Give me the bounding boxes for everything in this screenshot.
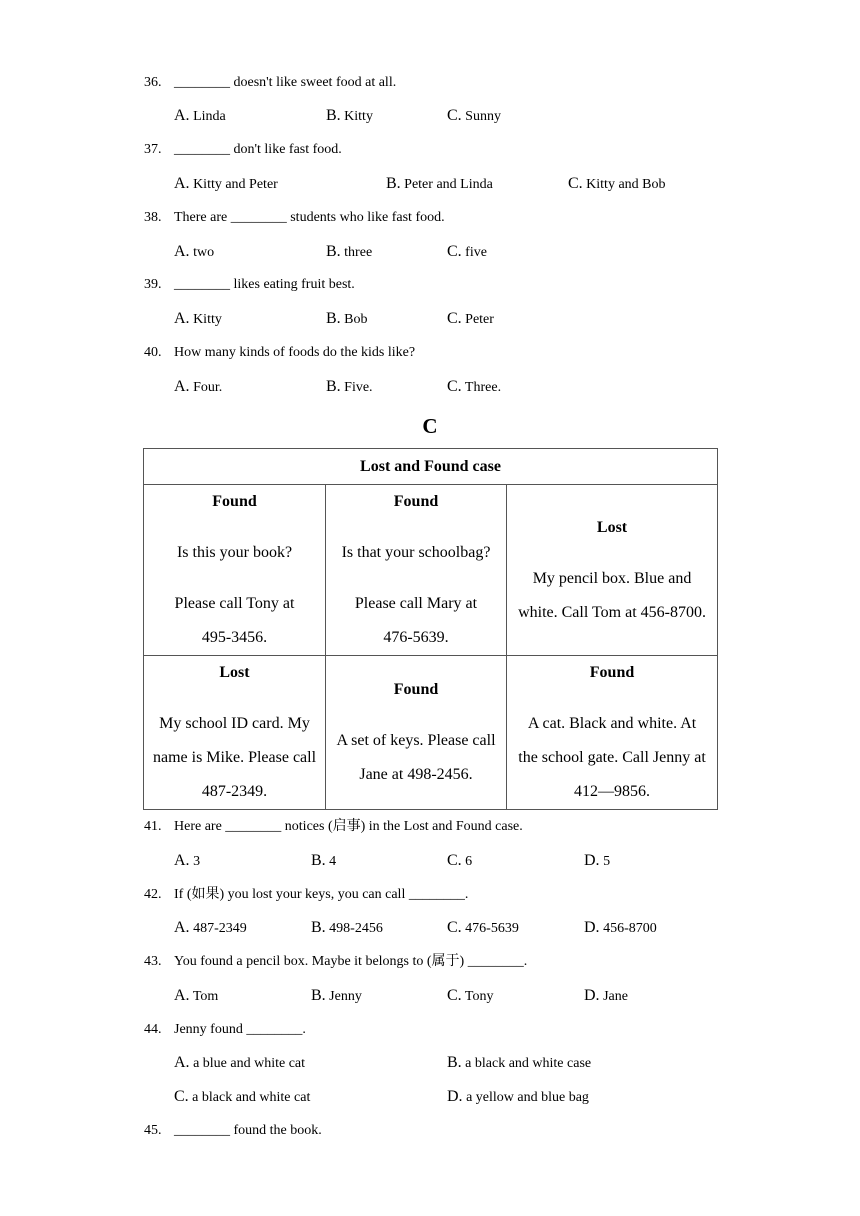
option-a: A. Kitty and Peter xyxy=(174,175,278,192)
question-number: 44. xyxy=(144,1022,162,1037)
question-number: 36. xyxy=(144,75,162,90)
notice-line: name is Mike. Please call xyxy=(152,749,317,766)
option-b: B. Jenny xyxy=(311,987,362,1004)
question-text: How many kinds of foods do the kids like? xyxy=(174,345,416,360)
option-b: B. 4 xyxy=(311,852,337,869)
table-title: Lost and Found case xyxy=(144,449,718,485)
notice-cell xyxy=(326,485,507,656)
notice-line: Is that your schoolbag? xyxy=(341,544,491,561)
notice-line: Please call Tony at xyxy=(174,595,295,612)
notice-line: 412—9856. xyxy=(574,783,651,800)
option-a: A. a blue and white cat xyxy=(174,1054,306,1071)
option-b: B. three xyxy=(326,243,373,260)
notice-line: Please call Mary at xyxy=(354,595,478,612)
notice-type: Found xyxy=(393,681,439,698)
lost-and-found-table xyxy=(143,448,718,810)
option-d: D. Jane xyxy=(584,987,628,1004)
notice-line: 476-5639. xyxy=(383,629,449,646)
notice-line: 487-2349. xyxy=(201,783,268,800)
option-c: C. a black and white cat xyxy=(174,1088,311,1105)
notice-cell xyxy=(507,485,718,656)
question-number: 43. xyxy=(144,954,162,969)
option-b: B. Five. xyxy=(326,378,373,395)
option-a: A. Kitty xyxy=(174,310,222,327)
notice-type: Found xyxy=(212,493,257,510)
notice-type: Lost xyxy=(596,518,628,536)
question-text: ________ don't like fast food. xyxy=(174,142,342,157)
option-b: B. a black and white case xyxy=(447,1054,592,1071)
notice-type: Found xyxy=(393,493,439,510)
option-b: B. 498-2456 xyxy=(311,919,383,936)
question-number: 41. xyxy=(144,819,162,834)
notice-line: 495-3456. xyxy=(201,629,268,646)
question-number: 42. xyxy=(144,887,162,902)
question-text: ________ likes eating fruit best. xyxy=(174,277,355,292)
notice-line: white. Call Tom at 456-8700. xyxy=(518,603,706,621)
option-c: C. Three. xyxy=(447,378,502,395)
section-heading: C xyxy=(422,414,438,438)
notice-cell xyxy=(144,485,326,656)
question-text: You found a pencil box. Maybe it belongs to (属于) ________. xyxy=(174,954,528,969)
question-number: 45. xyxy=(144,1123,162,1138)
option-d: D. 456-8700 xyxy=(584,919,657,936)
notice-line: A set of keys. Please call xyxy=(336,732,496,749)
option-b: B. Peter and Linda xyxy=(386,175,493,192)
option-a: A. 3 xyxy=(174,852,201,869)
notice-cell xyxy=(144,656,326,810)
option-c: C. Sunny xyxy=(447,107,501,124)
notice-line: Jane at 498-2456. xyxy=(359,766,473,783)
option-c: C. five xyxy=(447,243,487,260)
question-text: There are ________ students who like fast food. xyxy=(174,210,445,225)
option-a: A. two xyxy=(174,243,215,260)
question-number: 37. xyxy=(144,142,162,157)
option-a: A. Four. xyxy=(174,378,223,395)
question-text: Here are ________ notices (启事) in the Lost and Found case. xyxy=(174,819,523,834)
question-number: 38. xyxy=(144,210,162,225)
option-b: B. Kitty xyxy=(326,107,373,124)
question-text: Jenny found ________. xyxy=(174,1022,306,1037)
notice-line: My pencil box. Blue and xyxy=(532,569,692,587)
option-c: C. Tony xyxy=(447,987,494,1004)
option-c: C. Peter xyxy=(447,310,494,327)
question-number: 40. xyxy=(144,345,162,360)
option-c: C. Kitty and Bob xyxy=(568,175,666,192)
notice-line: My school ID card. My xyxy=(159,715,310,732)
notice-line: A cat. Black and white. At xyxy=(527,715,697,732)
option-d: D. a yellow and blue bag xyxy=(447,1088,589,1105)
option-b: B. Bob xyxy=(326,310,368,327)
question-number: 39. xyxy=(144,277,162,292)
option-a: A. Linda xyxy=(174,107,226,124)
question-text: ________ found the book. xyxy=(174,1123,322,1138)
question-text: ________ doesn't like sweet food at all. xyxy=(174,75,397,90)
option-c: C. 6 xyxy=(447,852,473,869)
notice-cell xyxy=(507,656,718,810)
option-a: A. 487-2349 xyxy=(174,919,247,936)
question-text: If (如果) you lost your keys, you can call ________. xyxy=(174,887,469,902)
option-c: C. 476-5639 xyxy=(447,919,519,936)
notice-line: Is this your book? xyxy=(176,544,293,561)
notice-cell xyxy=(326,656,507,810)
option-d: D. 5 xyxy=(584,852,611,869)
option-a: A. Tom xyxy=(174,987,219,1004)
notice-type: Lost xyxy=(219,664,250,681)
notice-line: the school gate. Call Jenny at xyxy=(518,749,706,766)
notice-type: Found xyxy=(589,664,635,681)
